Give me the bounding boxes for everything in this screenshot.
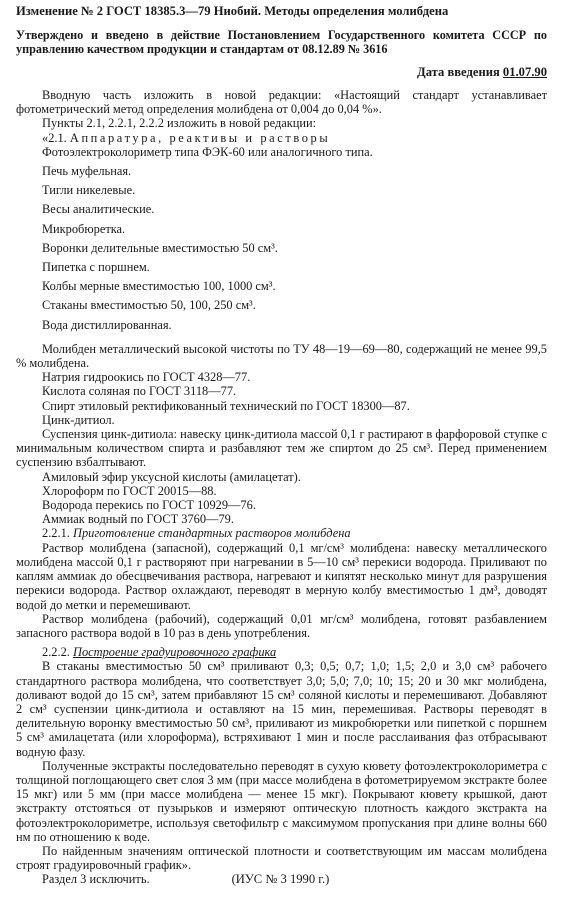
apparatus-item: Пипетка с поршнем. [42, 260, 150, 275]
apparatus-item: Тигли никелевые. [42, 183, 136, 198]
apparatus-item: Колбы мерные вместимостью 100, 1000 см³. [42, 279, 276, 294]
section-2-2-1-title: Приготовление стандартных растворов молибдена [73, 526, 351, 541]
reagent-list [16, 370, 547, 427]
section-2-1-title: Аппаратура, реактивы и растворы [69, 130, 331, 145]
document-page [0, 4, 561, 899]
apparatus-item: Печь муфельная. [42, 164, 132, 179]
apparatus-list [16, 145, 547, 332]
source-reference: (ИУС № 3 1990 г.) [231, 872, 330, 886]
section-2-2-2-number: 2.2.2. [42, 645, 70, 660]
suspension-paragraph: Суспензия цинк-дитиола: навеску цинк-дитиола массой 0,1 г растирают в фарфоровой ступке с минимальным количеством спирта и разбавляют тем же спиртом до 25 см³. Перед применением суспензию взбалтывают. [16, 427, 547, 470]
effective-date-value: 01.07.90 [502, 65, 547, 79]
reagent-item: Амиловый эфир уксусной кислоты (амилацетат). [42, 469, 301, 484]
reagent-item: Натрия гидроокись по ГОСТ 4328—77. [42, 370, 251, 385]
calibration-paragraph: В стаканы вместимостью 50 см³ приливают 0,3; 0,5; 0,7; 1,0; 1,5; 2,0 и 3,0 см³ рабочего стандартного раствора молибдена, что соответствует 3,0; 5,0; 7,0; 10; 15; 20 и 30 мкг молибдена, доливают водой до 15 см³, затем прибавляют 15 см³ соляной кислоты и перемешивают. Добавляют 2 см³ суспензии цинк-дитиола и оставляют на 15 мин, перемешивая. Растворы переводят в делительную воронку вместимостью 50 см³, приливают из микробюретки или пипеткой с поршнем 5 см³ амилацетата (или хлороформа), встряхивают 1 мин и после расслаивания фаз отбрасывают водную фазу. [16, 659, 547, 759]
reagent-item: Спирт этиловый ректификованный технический по ГОСТ 18300—87. [42, 398, 410, 413]
section-2-2-1-heading [16, 526, 547, 540]
section-2-2-2-heading [16, 645, 547, 659]
working-solution-paragraph: Раствор молибдена (рабочий), содержащий 0,01 мг/см³ молибдена, готовят разбавлением запасного раствора водой в 10 раз в день употребления. [16, 611, 547, 640]
reagent-item: Кислота соляная по ГОСТ 3118—77. [42, 384, 237, 399]
reagent-list-2 [16, 470, 547, 527]
apparatus-item: Фотоэлектроколориметр типа ФЭК-60 или аналогичного типа. [42, 144, 373, 159]
reagent-item: Водорода перекись по ГОСТ 10929—76. [42, 498, 256, 513]
apparatus-item: Стаканы вместимостью 50, 100, 250 см³. [42, 298, 256, 313]
section-2-2-1-number: 2.2.1. [42, 526, 70, 541]
section-2-2-2-title: Построение градуировочного графика [73, 645, 277, 660]
points-paragraph: Пункты 2.1, 2.2.1, 2.2.2 изложить в новой редакции: [42, 116, 317, 131]
exclude-paragraph: Раздел 3 исключить. [42, 872, 150, 887]
graph-paragraph: По найденным значениям оптической плотности и соответствующим им массам молибдена строят градуировочный график». [16, 843, 547, 873]
apparatus-item: Вода дистиллированная. [42, 317, 172, 332]
apparatus-item: Весы аналитические. [42, 202, 155, 217]
reagent-item: Аммиак водный по ГОСТ 3760—79. [42, 512, 234, 527]
approval-statement: Утверждено и введено в действие Постановлением Государственного комитета СССР по управлению качеством продукции и стандартам от 08.12.89 № 3616 [16, 28, 547, 56]
effective-date-label: Дата введения [417, 65, 500, 79]
stock-solution-paragraph: Раствор молибдена (запасной), содержащий 0,1 мг/см³ молибдена: навеску металлического молибдена массой 0,1 г растворяют при нагревании в 5—10 см³ перекиси водорода. Приливают по каплям аммиак до обесцвечивания раствора, нагревают и кипятят несколько минут для разрушения перекиси водорода. Раствор охлаждают, переводят в мерную колбу вместимостью 1 дм³, доводят водой до метки и перемешивают. [16, 540, 547, 612]
reagent-item: Хлороформ по ГОСТ 20015—88. [42, 483, 217, 498]
document-body [16, 88, 547, 887]
apparatus-item: Микробюретка. [42, 221, 126, 236]
effective-date [16, 65, 547, 80]
reagent-item: Цинк-дитиол. [42, 412, 115, 427]
apparatus-item: Воронки делительные вместимостью 50 см³. [42, 240, 278, 255]
section-2-1-heading [16, 131, 547, 145]
intro-paragraph: Вводную часть изложить в новой редакции: «Настоящий стандарт устанавливает фотометрический метод определения молибдена от 0,004 до 0,04 %». [16, 88, 547, 117]
molybdenum-paragraph: Молибден металлический высокой чистоты по ТУ 48—19—69—80, содержащий не менее 99,5 % молибдена. [16, 341, 547, 371]
document-title: Изменение № 2 ГОСТ 18385.3—79 Ниобий. Методы определения молибдена [16, 4, 449, 18]
extracts-paragraph: Полученные экстракты последовательно переводят в сухую кювету фотоэлектроколориметра с толщиной поглощающего свет слоя 3 мм (при массе молибдена в фотометрируемом экстракте более 15 мкг) или 5 мм (при массе молибдена — менее 15 мкг). Покрывают кювету крышкой, дают экстракту отстояться от пузырьков и измеряют оптическую плотность каждого экстракта на фотоэлектроколориметре, используя светофильтр с максимумом пропускания при длине волны 660 нм по отношению к воде. [16, 758, 547, 844]
section-2-1-number: «2.1. [42, 130, 67, 145]
